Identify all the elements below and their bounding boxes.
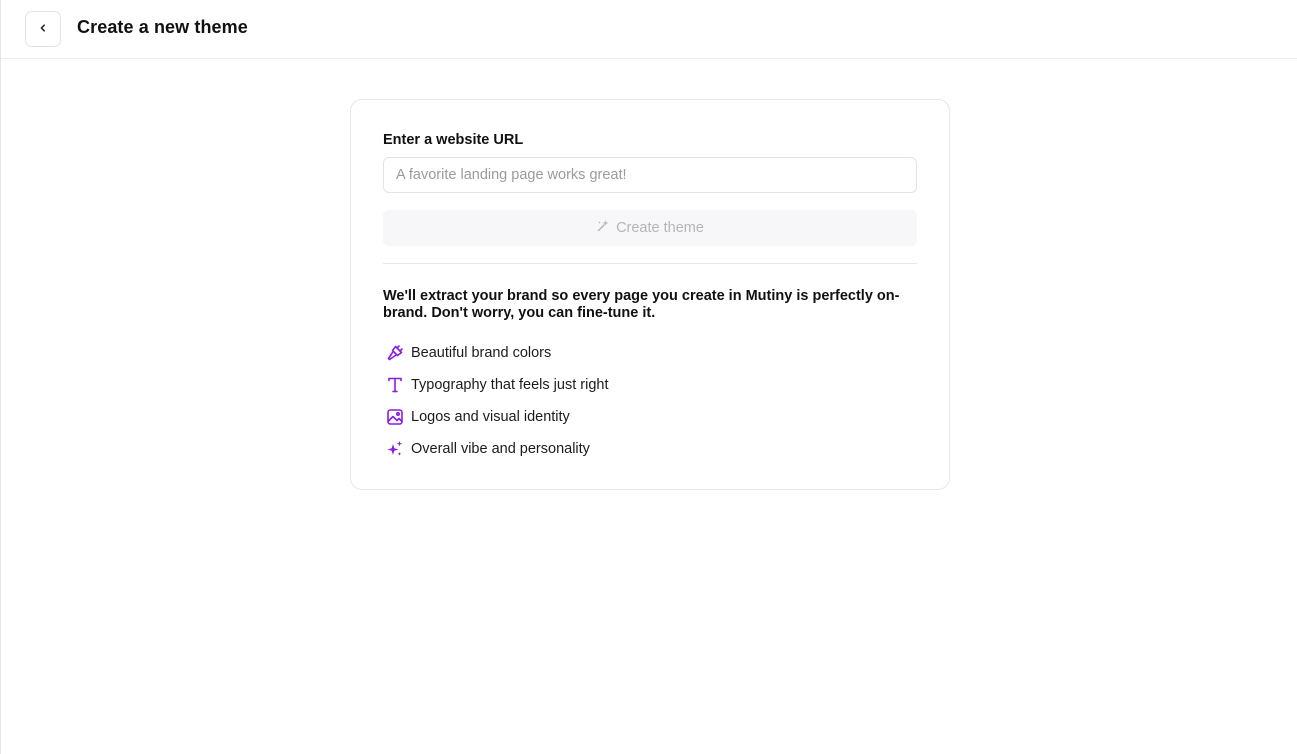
feature-item-logos xyxy=(383,401,608,433)
feature-item-vibe xyxy=(383,433,608,465)
create-theme-card xyxy=(350,99,950,490)
feature-item-typography xyxy=(383,369,608,401)
feature-item-brand-colors xyxy=(383,337,608,369)
feature-label: Beautiful brand colors xyxy=(411,345,552,361)
create-theme-button[interactable] xyxy=(383,210,917,246)
feature-label: Overall vibe and personality xyxy=(411,441,590,457)
chevron-left-icon xyxy=(37,22,49,37)
description-text: We'll extract your brand so every page you create in Mutiny is perfectly on-brand. Don't worry, you can fine-tune it. xyxy=(383,288,900,321)
paintbrush-icon xyxy=(383,341,407,365)
image-icon xyxy=(383,405,407,429)
create-theme-label: Create theme xyxy=(616,220,704,236)
feature-label: Typography that feels just right xyxy=(411,377,609,393)
page-title: Create a new theme xyxy=(77,17,248,37)
typography-icon xyxy=(383,373,407,397)
top-bar xyxy=(1,0,1297,59)
back-button[interactable] xyxy=(25,11,61,47)
sparkles-icon xyxy=(383,437,407,461)
feature-list xyxy=(383,337,608,465)
divider xyxy=(383,263,917,264)
url-field-label: Enter a website URL xyxy=(383,132,524,148)
sparkle-icon xyxy=(596,219,610,237)
website-url-input[interactable] xyxy=(383,157,917,193)
feature-label: Logos and visual identity xyxy=(411,409,570,425)
